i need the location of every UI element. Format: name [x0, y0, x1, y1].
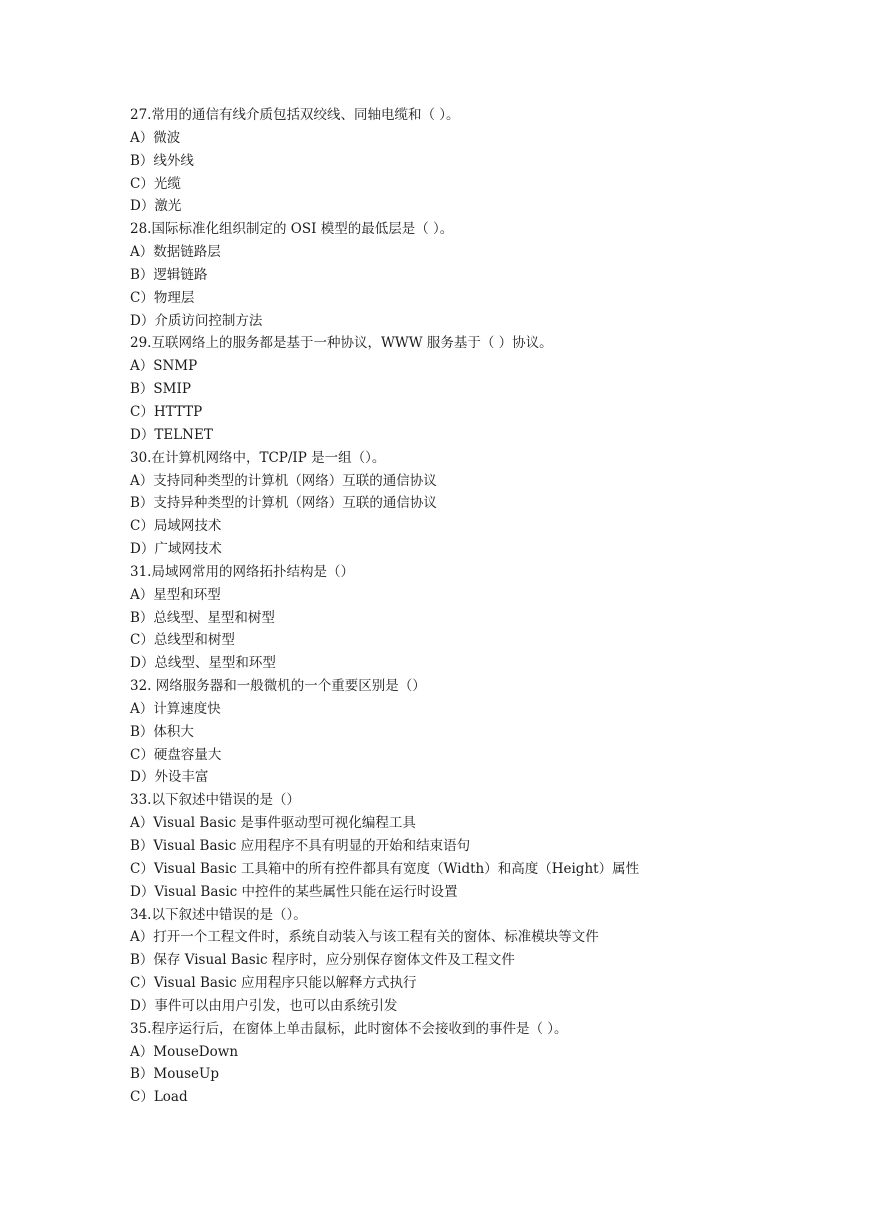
question-32 [130, 675, 830, 789]
option-c: C）Visual Basic 应用程序只能以解释方式执行 [130, 975, 417, 992]
option-c: C）HTTTP [130, 403, 203, 420]
option-b: B）Visual Basic 应用程序不具有明显的开始和结束语句 [130, 838, 471, 854]
option-a: A）微波 [130, 129, 181, 146]
question-stem: 35.程序运行后，在窗体上单击鼠标，此时窗体不会接收到的事件是（ ）。 [130, 1020, 568, 1037]
option-b: B）保存 Visual Basic 程序时，应分别保存窗体文件及工程文件 [130, 952, 515, 969]
option-a: A）打开一个工程文件时，系统自动装入与该工程有关的窗体、标准模块等文件 [130, 929, 599, 946]
question-stem: 32. 网络服务器和一般微机的一个重要区别是（） [130, 678, 426, 695]
option-b: B）总线型、星型和树型 [130, 609, 275, 626]
question-28 [130, 218, 830, 332]
question-33 [130, 789, 830, 903]
question-stem: 34.以下叙述中错误的是（）。 [130, 906, 307, 923]
option-d: D）总线型、星型和环型 [130, 655, 276, 672]
option-b: B）线外线 [130, 152, 194, 169]
option-b: B）MouseUp [130, 1066, 220, 1083]
option-c: C）局域网技术 [130, 518, 222, 535]
option-d: D）事件可以由用户引发，也可以由系统引发 [130, 997, 398, 1014]
question-stem: 27.常用的通信有线介质包括双绞线、同轴电缆和（ ）。 [130, 107, 460, 123]
option-a: A）数据链路层 [130, 244, 221, 261]
question-stem: 28.国际标准化组织制定的 OSI 模型的最低层是（ ）。 [130, 221, 454, 238]
question-27 [130, 104, 830, 218]
option-b: B）体积大 [130, 723, 194, 740]
option-c: C）光缆 [130, 175, 181, 192]
option-c: C）物理层 [130, 289, 195, 306]
question-35 [130, 1018, 830, 1109]
question-stem: 30.在计算机网络中，TCP/IP 是一组（）。 [130, 449, 386, 466]
question-34 [130, 904, 830, 1018]
question-29 [130, 332, 830, 446]
option-d: D）激光 [130, 198, 182, 215]
question-31 [130, 561, 830, 675]
question-30 [130, 447, 830, 561]
option-d: D）介质访问控制方法 [130, 312, 263, 329]
option-d: D）TELNET [130, 426, 213, 443]
question-stem: 31.局域网常用的网络拓扑结构是（） [130, 563, 354, 580]
question-list [130, 104, 830, 1109]
option-c: C）Visual Basic 工具箱中的所有控件都具有宽度（Width）和高度（Height）属性 [130, 860, 640, 877]
option-b: B）逻辑链路 [130, 266, 208, 283]
question-stem: 29.互联网络上的服务都是基于一种协议，WWW 服务基于（ ）协议。 [130, 335, 553, 352]
option-c: C）Load [130, 1089, 188, 1106]
option-d: D）广域网技术 [130, 541, 222, 558]
option-b: B）SMIP [130, 381, 191, 398]
option-a: A）星型和环型 [130, 586, 221, 603]
option-a: A）MouseDown [130, 1043, 239, 1060]
option-a: A）计算速度快 [130, 700, 221, 717]
question-stem: 33.以下叙述中错误的是（） [130, 792, 300, 809]
option-a: A）SNMP [130, 358, 198, 375]
option-b: B）支持异种类型的计算机（网络）互联的通信协议 [130, 495, 437, 512]
option-d: D）外设丰富 [130, 769, 209, 786]
option-c: C）总线型和树型 [130, 632, 235, 649]
option-d: D）Visual Basic 中控件的某些属性只能在运行时设置 [130, 883, 458, 900]
option-c: C）硬盘容量大 [130, 746, 222, 763]
option-a: A）Visual Basic 是事件驱动型可视化编程工具 [130, 815, 416, 832]
option-a: A）支持同种类型的计算机（网络）互联的通信协议 [130, 472, 437, 489]
